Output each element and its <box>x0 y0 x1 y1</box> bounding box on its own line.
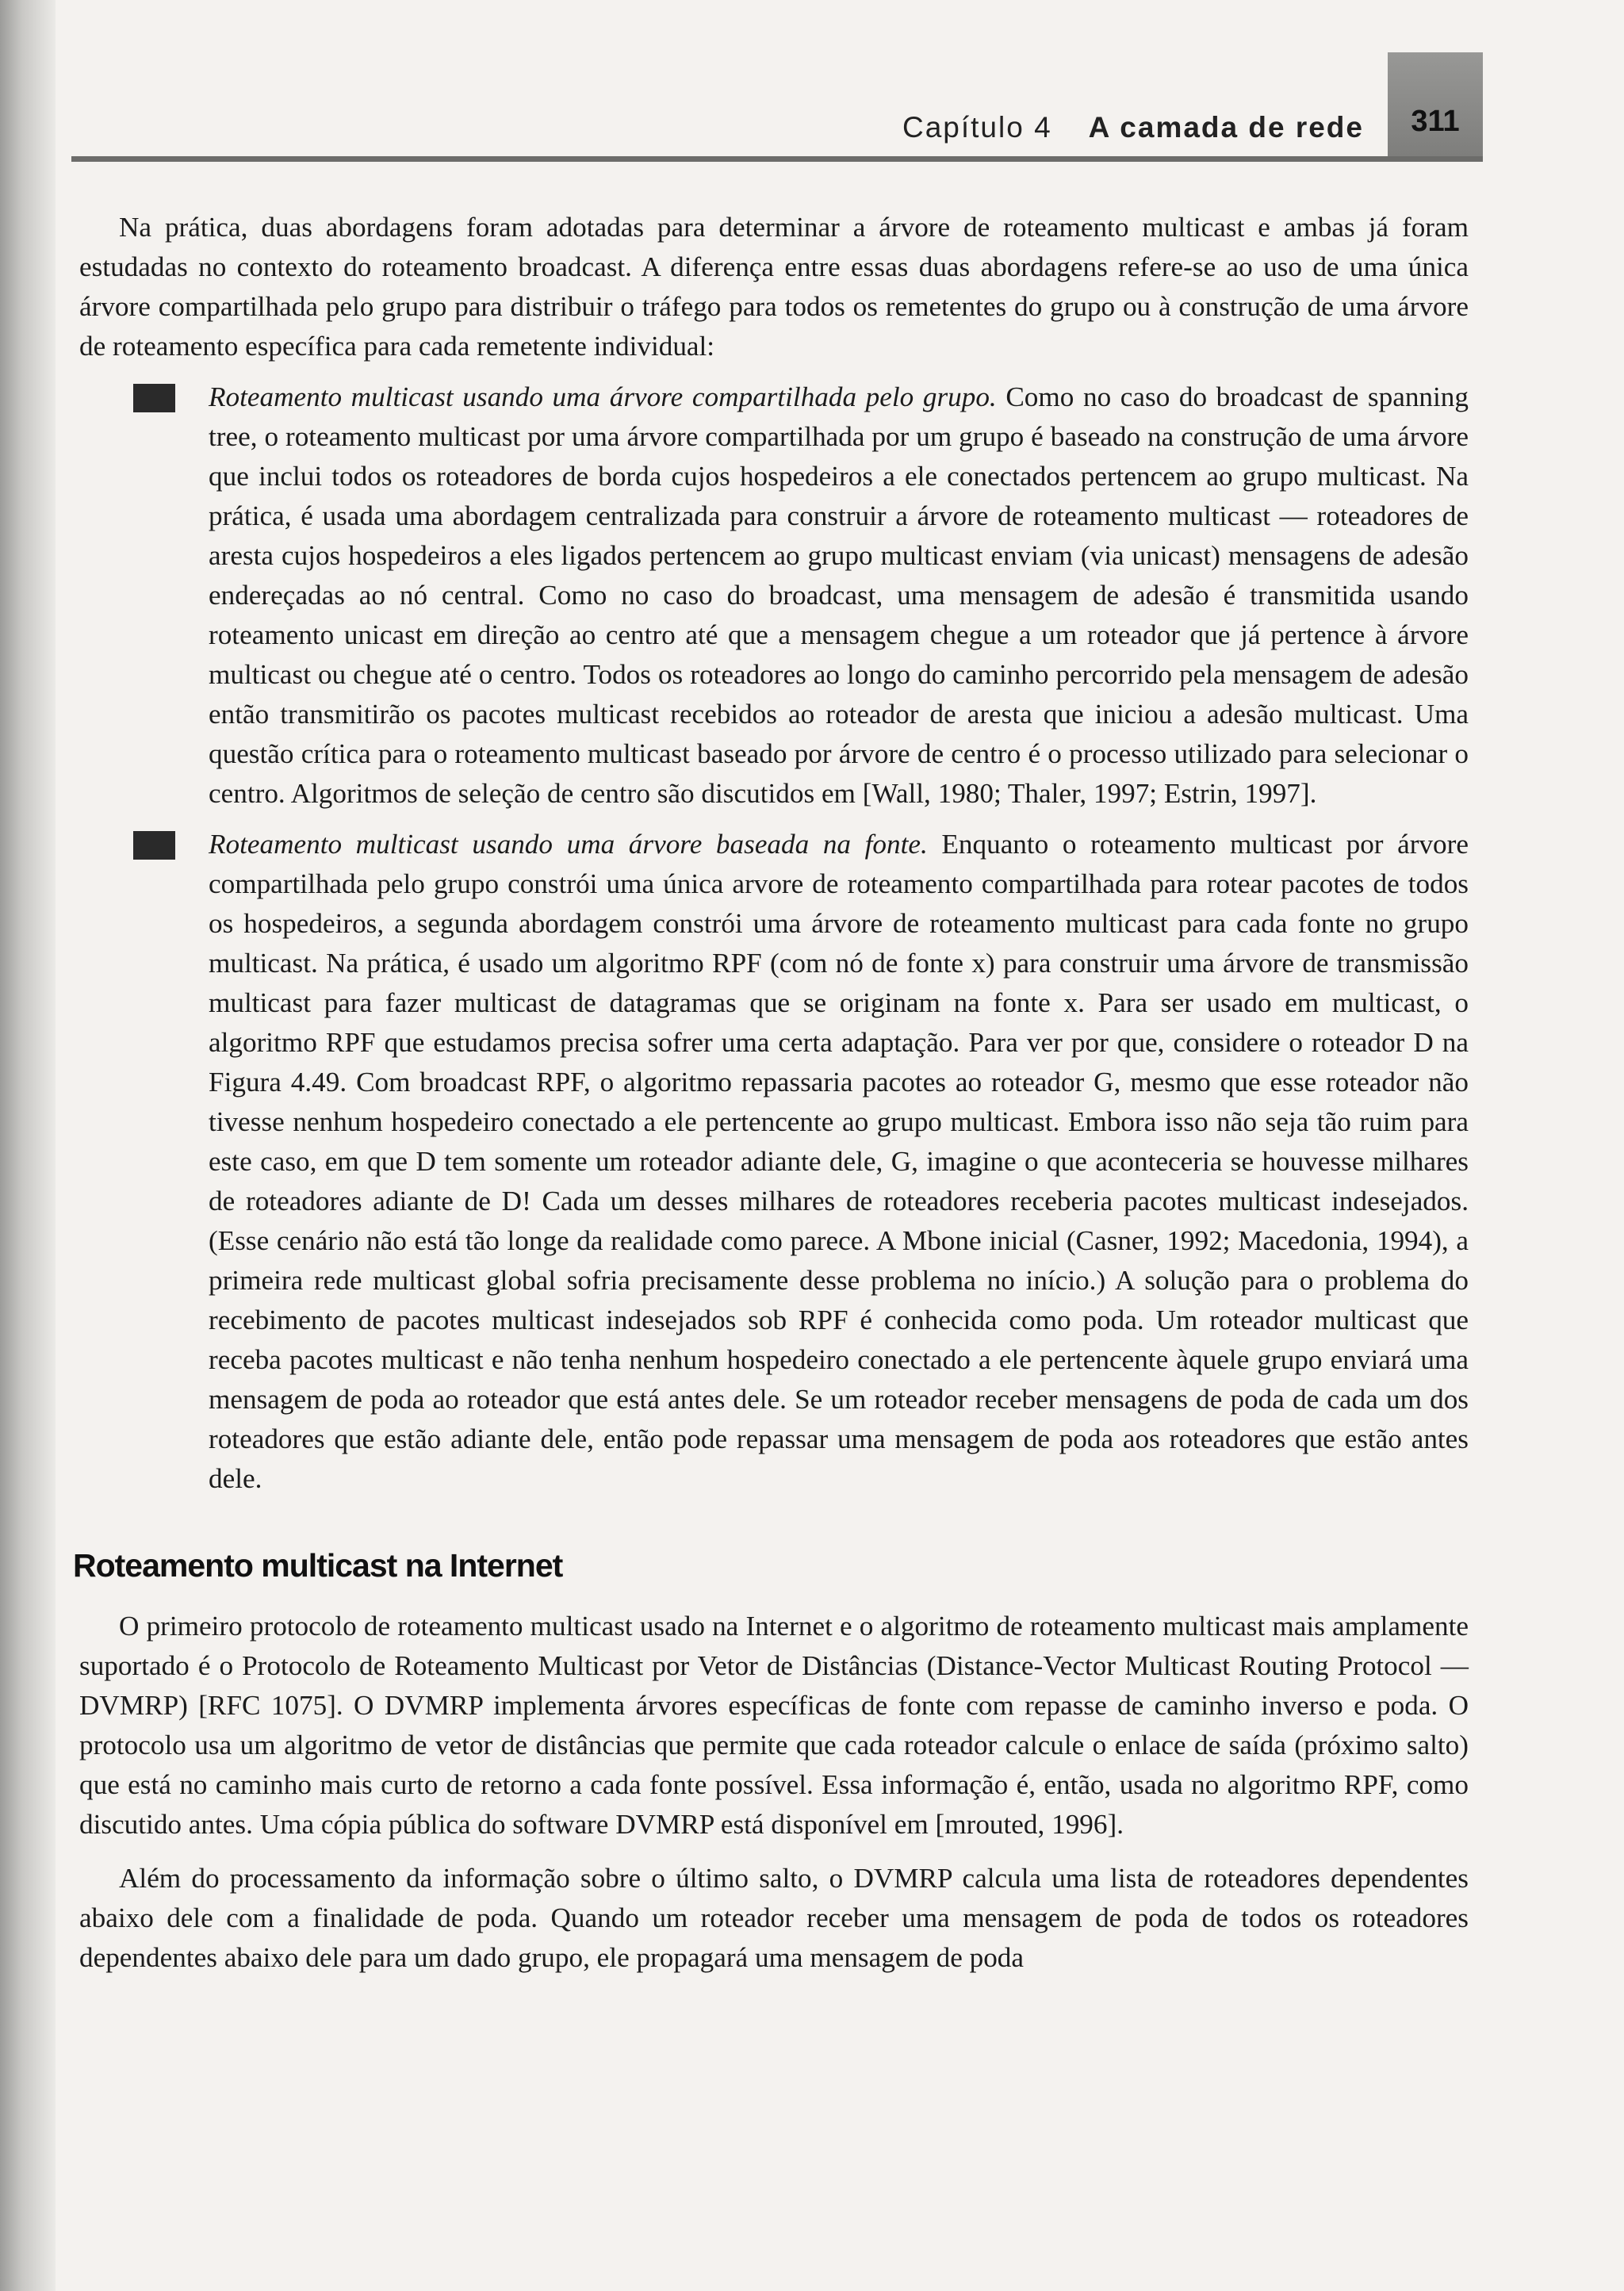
running-header <box>71 94 1483 162</box>
page-binding-shadow <box>0 0 56 2291</box>
bullet-shared-tree <box>79 377 1469 814</box>
intro-paragraph: Na prática, duas abordagens foram adotadas para determinar a árvore de roteamento multicast e ambas já foram estudadas no contexto do roteamento broadcast. A diferença entre essas duas abordagens refere-se ao uso de uma única árvore compartilhada pelo grupo para distribuir o tráfego para todos os remetentes do grupo ou à construção de uma árvore de roteamento específica para cada remetente individual: <box>79 212 1469 362</box>
section-heading: Roteamento multicast na Internet <box>73 1547 563 1584</box>
bullet-marker <box>133 831 175 860</box>
page-body <box>73 208 1469 1978</box>
running-head-text <box>902 111 1364 144</box>
bullet-text: Como no caso do broadcast de spanning tree, o roteamento multicast por uma árvore compartilhada por um grupo é baseado na construção de uma árvore que inclui todos os roteadores de borda cujos hospedeiros a ele conectados pertencem ao grupo multicast. Na prática, é usada uma abordagem centralizada para construir a árvore de roteamento multicast — roteadores de aresta cujos hospedeiros a eles ligados pertencem ao grupo multicast enviam (via unicast) mensagens de adesão endereçadas ao nó central. Como no caso do broadcast, uma mensagem de adesão é transmitida usando roteamento unicast em direção ao centro até que a mensagem chegue a um roteador que já pertence à árvore multicast ou chegue até o centro. Todos os roteadores ao longo do caminho percorrido pela mensagem de adesão então transmitirão os pacotes multicast recebidos ao roteador de aresta que iniciou a adesão multicast. Uma questão crítica para o roteamento multicast baseado por árvore de centro é o processo utilizado para selecionar o centro. Algoritmos de seleção de centro são discutidos em [Wall, 1980; Thaler, 1997; Estrin, 1997]. <box>209 381 1469 809</box>
chapter-title: A camada de rede <box>1088 111 1364 144</box>
section-paragraph: Além do processamento da informação sobre o último salto, o DVMRP calcula uma lista de roteadores dependentes abaixo dele com a finalidade de poda. Quando um roteador receber uma mensagem de poda de todos os roteadores dependentes abaixo dele para um dado grupo, ele propagará uma mensagem de poda <box>79 1863 1469 1973</box>
bullet-text: Enquanto o roteamento multicast por árvore compartilhada pelo grupo constrói uma única arvore de roteamento compartilhada para rotear pacotes de todos os hospedeiros, a segunda abordagem constrói uma árvore de roteamento multicast para cada fonte no grupo multicast. Na prática, é usado um algoritmo RPF (com nó de fonte x) para construir uma árvore de transmissão multicast para fazer multicast de datagramas que se originam na fonte x. Para ser usado em multicast, o algoritmo RPF que estudamos precisa sofrer uma certa adaptação. Para ver por que, considere o roteador D na Figura 4.49. Com broadcast RPF, o algoritmo repassaria pacotes ao roteador G, mesmo que esse roteador não tivesse nenhum hospedeiro conectado a ele pertencente ao grupo multicast. Embora isso não seja tão ruim para este caso, em que D tem somente um roteador adiante dele, G, imagine o que aconteceria se houvesse milhares de roteadores adiante de D! Cada um desses milhares de roteadores receberia pacotes multicast indesejados. (Esse cenário não está tão longe da realidade como parece. A Mbone inicial (Casner, 1992; Macedonia, 1994), a primeira rede multicast global sofria precisamente desse problema no início.) A solução para o problema do recebimento de pacotes multicast indesejados sob RPF é conhecida como poda. Um roteador multicast que receba pacotes multicast e não tenha nenhum hospedeiro conectado a ele pertencente àquele grupo enviará uma mensagem de poda ao roteador que está antes dele. Se um roteador receber mensagens de poda de cada um dos roteadores que estão adiante dele, então pode repassar uma mensagem de poda aos roteadores que estão antes dele. <box>209 829 1469 1494</box>
section-paragraph: O primeiro protocolo de roteamento multicast usado na Internet e o algoritmo de roteamento multicast mais amplamente suportado é o Protocolo de Roteamento Multicast por Vetor de Distâncias (Distance-Vector Multicast Routing Protocol — DVMRP) [RFC 1075]. O DVMRP implementa árvores específicas de fonte com repasse de caminho inverso e poda. O protocolo usa um algoritmo de vetor de distâncias que permite que cada roteador calcule o enlace de saída (próximo salto) que está no caminho mais curto de retorno a cada fonte possível. Essa informação é, então, usada no algoritmo RPF, como discutido antes. Uma cópia pública do software DVMRP está disponível em [mrouted, 1996]. <box>79 1611 1469 1840</box>
page-number: 311 <box>1388 52 1483 156</box>
bullet-source-tree <box>79 825 1469 1499</box>
bullet-lead: Roteamento multicast usando uma árvore baseada na fonte. <box>209 829 928 860</box>
bullet-marker <box>133 384 175 412</box>
chapter-label: Capítulo 4 <box>902 111 1052 144</box>
bullet-lead: Roteamento multicast usando uma árvore compartilhada pelo grupo. <box>209 381 997 412</box>
